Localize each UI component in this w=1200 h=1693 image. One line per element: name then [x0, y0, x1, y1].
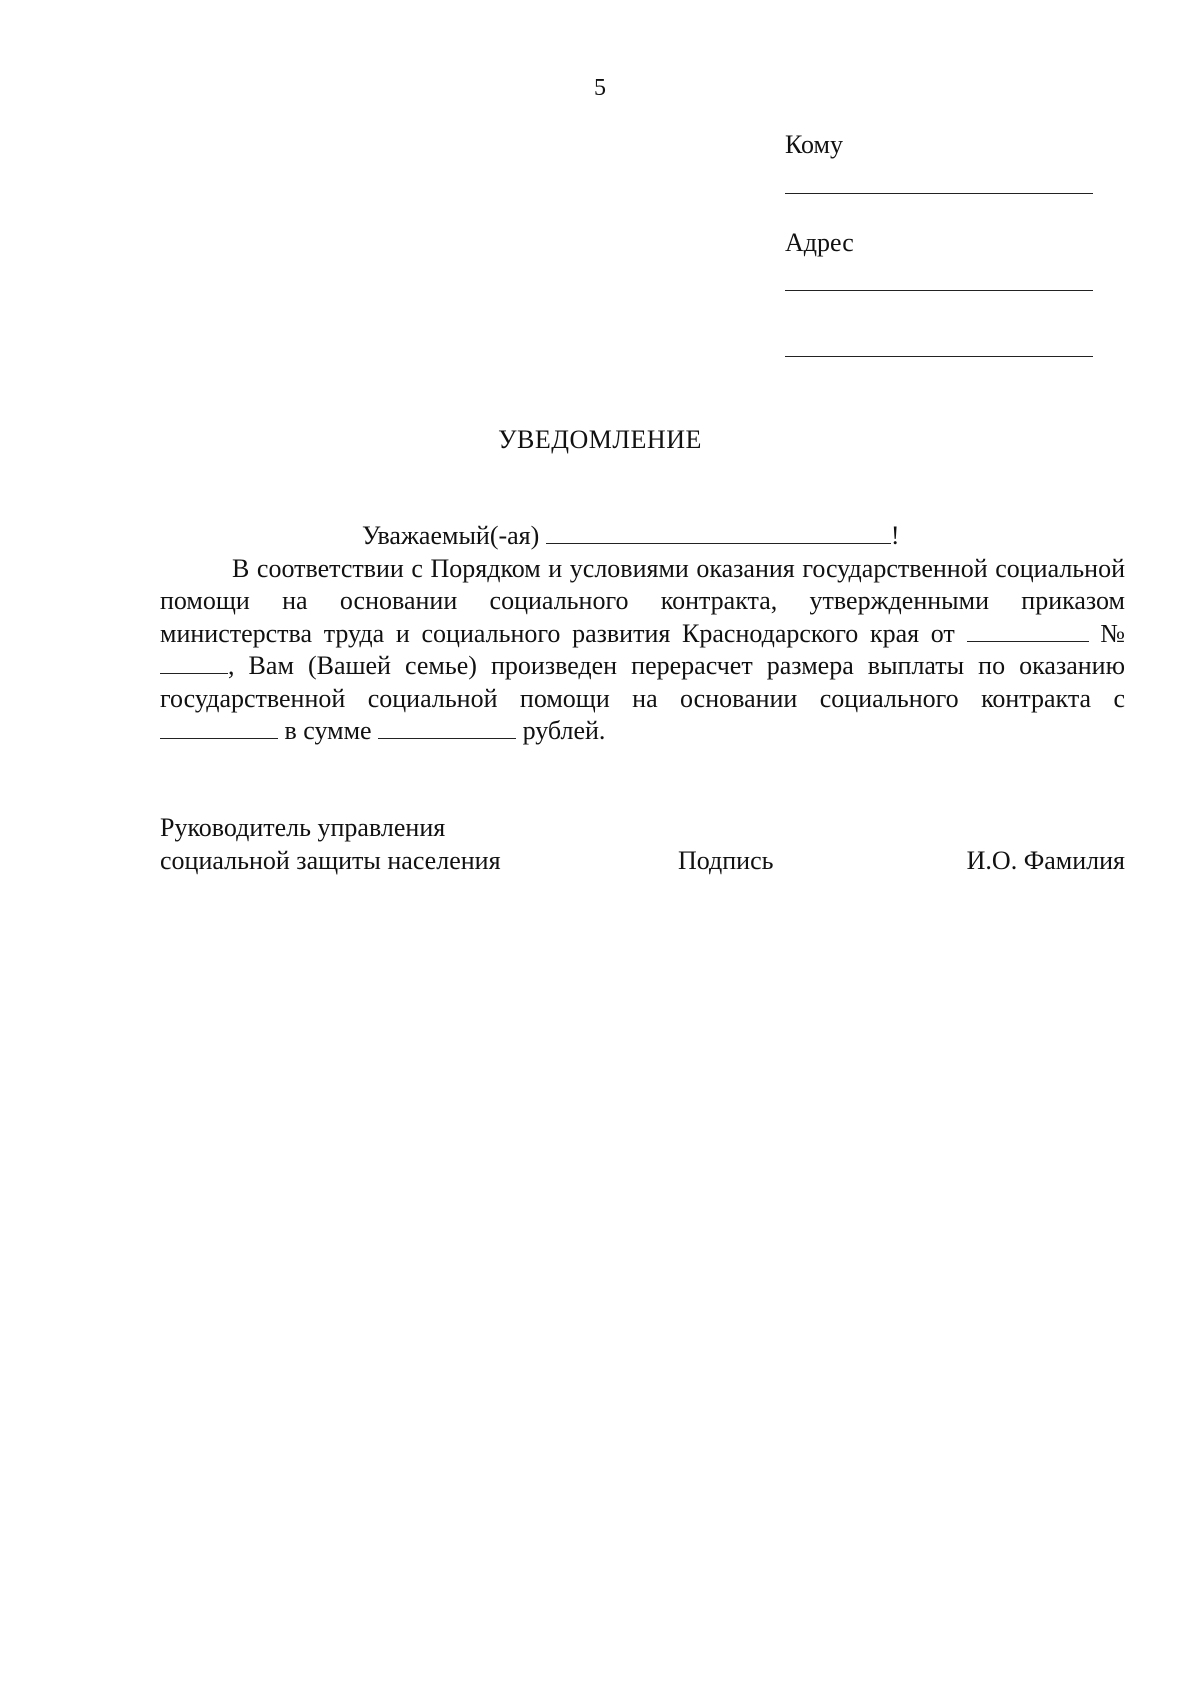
number-sign: № [1100, 618, 1126, 648]
greeting-line [160, 520, 1125, 553]
to-field-line [785, 193, 1093, 194]
document-title: УВЕДОМЛЕНИЕ [498, 425, 702, 454]
order-number-blank [160, 651, 228, 674]
order-date-blank [967, 619, 1089, 642]
paragraph-text-3: в сумме [284, 716, 372, 745]
document-body [160, 520, 1125, 748]
signature-block [160, 812, 1125, 877]
recipient-name-blank [546, 521, 891, 544]
notice-paragraph [160, 553, 1125, 748]
signature-row-2 [160, 845, 1125, 878]
address-field-line-2 [785, 356, 1093, 357]
address-field-line-1 [785, 290, 1093, 291]
paragraph-text-1: В соответствии с Порядком и условиями оказания государственной социальной помощи на основании социального контракта, утвержденными приказом министерства труда и социального развития Краснодарского края от [160, 553, 1125, 648]
page-number: 5 [594, 75, 606, 101]
amount-blank [378, 716, 516, 739]
position-line-2: социальной защиты населения [160, 845, 501, 875]
recalc-date-blank [160, 716, 278, 739]
greeting-prefix: Уважаемый(-ая) [362, 521, 540, 550]
position-line-1: Руководитель управления [160, 813, 446, 842]
signature-row-1 [160, 812, 1125, 845]
paragraph-text-2: , Вам (Вашей семье) произведен перерасчет размера выплаты по оказанию государственной социальной помощи на основании социального контракта с [160, 651, 1125, 713]
signatory-name-label: И.О. Фамилия [966, 845, 1125, 875]
paragraph-text-4: рублей. [522, 716, 606, 745]
signature-label: Подпись [678, 845, 774, 875]
address-label: Адрес [785, 228, 854, 257]
to-label: Кому [785, 130, 844, 159]
greeting-suffix: ! [890, 521, 900, 550]
